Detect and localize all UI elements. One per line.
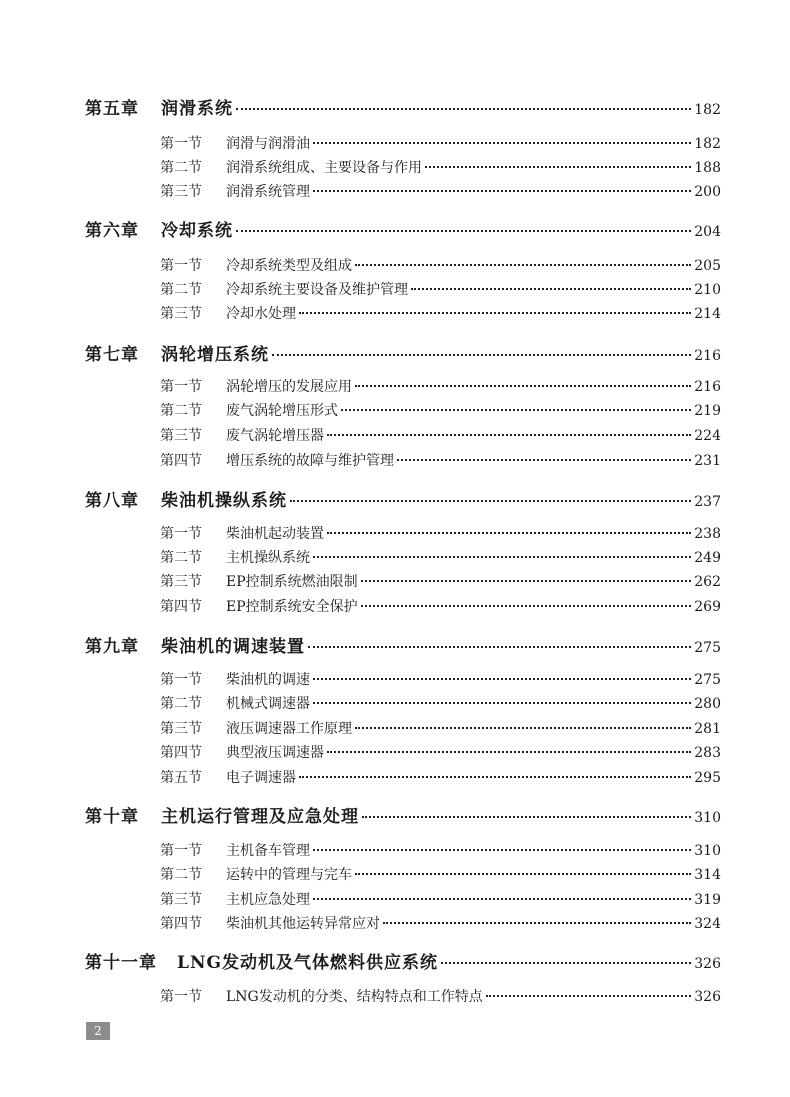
- section-number: 第三节: [160, 184, 202, 200]
- dot-leader: [441, 962, 691, 964]
- section-number: 第二节: [160, 867, 202, 883]
- toc-chapter[interactable]: [85, 216, 721, 241]
- toc-section[interactable]: [160, 376, 721, 396]
- dot-leader: [361, 605, 692, 607]
- toc-chapter[interactable]: [85, 340, 721, 365]
- page-ref: 182: [694, 102, 721, 118]
- dot-leader: [313, 190, 691, 192]
- toc-section[interactable]: [160, 181, 721, 201]
- toc-section[interactable]: [160, 913, 721, 933]
- dot-leader: [290, 500, 691, 502]
- section-title: EP控制系统安全保护: [226, 599, 358, 615]
- section-number: 第一节: [160, 526, 202, 542]
- toc-section[interactable]: [160, 279, 721, 299]
- toc-section[interactable]: [160, 889, 721, 909]
- page-ref: 314: [694, 867, 721, 883]
- dot-leader: [355, 727, 691, 729]
- page-ref: 224: [694, 428, 721, 444]
- section-title: LNG发动机的分类、结构特点和工作特点: [226, 989, 483, 1005]
- section-title: 废气涡轮增压形式: [226, 403, 338, 419]
- section-number: 第二节: [160, 550, 202, 566]
- section-title: 柴油机起动装置: [226, 526, 324, 542]
- chapter-number: 第九章: [85, 637, 139, 657]
- page-ref: 310: [694, 810, 721, 826]
- section-number: 第五节: [160, 770, 202, 786]
- toc-section[interactable]: [160, 669, 721, 689]
- toc-section[interactable]: [160, 255, 721, 275]
- section-number: 第四节: [160, 453, 202, 469]
- section-number: 第三节: [160, 306, 202, 322]
- section-number: 第二节: [160, 403, 202, 419]
- dot-leader: [308, 646, 691, 648]
- toc-chapter[interactable]: [85, 948, 721, 973]
- page-ref: 280: [694, 696, 721, 712]
- dot-leader: [299, 776, 691, 778]
- page-ref: 275: [694, 640, 721, 656]
- dot-leader: [355, 385, 691, 387]
- page-ref: 216: [694, 348, 721, 364]
- section-number: 第四节: [160, 916, 202, 932]
- toc-chapter[interactable]: [85, 94, 721, 119]
- section-title: 主机操纵系统: [226, 550, 310, 566]
- chapter-number: 第六章: [85, 221, 139, 241]
- page-ref: 326: [694, 989, 721, 1005]
- page-ref: 283: [694, 745, 721, 761]
- page-ref: 210: [694, 282, 721, 298]
- dot-leader: [361, 580, 692, 582]
- section-number: 第二节: [160, 696, 202, 712]
- section-title: 柴油机的调速: [226, 672, 310, 688]
- toc-section[interactable]: [160, 571, 721, 591]
- toc-section[interactable]: [160, 718, 721, 738]
- toc-section[interactable]: [160, 157, 721, 177]
- section-number: 第三节: [160, 721, 202, 737]
- page-ref: 262: [694, 574, 721, 590]
- section-title: 液压调速器工作原理: [226, 721, 352, 737]
- page-ref: 319: [694, 892, 721, 908]
- section-number: 第三节: [160, 892, 202, 908]
- toc-section[interactable]: [160, 596, 721, 616]
- page-ref: 214: [694, 306, 721, 322]
- page-ref: 216: [694, 379, 721, 395]
- section-title: 冷却系统主要设备及维护管理: [226, 282, 408, 298]
- section-title: 润滑系统组成、主要设备与作用: [226, 160, 422, 176]
- section-number: 第二节: [160, 282, 202, 298]
- page-ref: 281: [694, 721, 721, 737]
- page-ref: 188: [694, 160, 721, 176]
- toc-section[interactable]: [160, 547, 721, 567]
- toc-chapter[interactable]: [85, 802, 721, 827]
- section-number: 第三节: [160, 574, 202, 590]
- page-ref: 275: [694, 672, 721, 688]
- toc-chapter[interactable]: [85, 486, 721, 511]
- toc-section[interactable]: [160, 767, 721, 787]
- section-number: 第一节: [160, 672, 202, 688]
- dot-leader: [313, 898, 691, 900]
- section-number: 第四节: [160, 745, 202, 761]
- page-ref: 204: [694, 224, 721, 240]
- section-number: 第一节: [160, 843, 202, 859]
- page-ref: 326: [694, 956, 721, 972]
- dot-leader: [327, 434, 691, 436]
- dot-leader: [313, 678, 691, 680]
- section-title: 柴油机其他运转异常应对: [226, 916, 380, 932]
- toc-section[interactable]: [160, 303, 721, 323]
- page-ref: 238: [694, 526, 721, 542]
- section-title: 典型液压调速器: [226, 745, 324, 761]
- dot-leader: [355, 264, 691, 266]
- section-title: 主机备车管理: [226, 843, 310, 859]
- chapter-title: 主机运行管理及应急处理: [161, 807, 359, 827]
- page-number-badge: 2: [86, 1022, 110, 1040]
- chapter-number: 第十章: [85, 807, 139, 827]
- toc-section[interactable]: [160, 523, 721, 543]
- toc-section[interactable]: [160, 742, 721, 762]
- section-number: 第一节: [160, 989, 202, 1005]
- section-number: 第二节: [160, 160, 202, 176]
- section-number: 第一节: [160, 136, 202, 152]
- section-number: 第一节: [160, 379, 202, 395]
- section-title: 涡轮增压的发展应用: [226, 379, 352, 395]
- section-title: EP控制系统燃油限制: [226, 574, 358, 590]
- page-ref: 249: [694, 550, 721, 566]
- chapter-title: 柴油机操纵系统: [161, 491, 287, 511]
- dot-leader: [313, 702, 691, 704]
- toc-section[interactable]: [160, 840, 721, 860]
- dot-leader: [327, 751, 691, 753]
- dot-leader: [313, 142, 691, 144]
- chapter-title: 润滑系统: [161, 99, 233, 119]
- chapter-number: 第八章: [85, 491, 139, 511]
- section-title: 机械式调速器: [226, 696, 310, 712]
- toc-section[interactable]: [160, 986, 721, 1006]
- section-title: 冷却水处理: [226, 306, 296, 322]
- section-number: 第四节: [160, 599, 202, 615]
- page-ref: 231: [694, 453, 721, 469]
- chapter-number: 第十一章: [85, 953, 157, 973]
- dot-leader: [236, 230, 691, 232]
- dot-leader: [299, 312, 691, 314]
- page-ref: 310: [694, 843, 721, 859]
- toc-chapter[interactable]: [85, 632, 721, 657]
- chapter-title: 涡轮增压系统: [161, 345, 269, 365]
- section-title: 运转中的管理与完车: [226, 867, 352, 883]
- page-ref: 237: [694, 494, 721, 510]
- dot-leader: [313, 849, 691, 851]
- section-title: 增压系统的故障与维护管理: [226, 453, 394, 469]
- dot-leader: [425, 166, 691, 168]
- dot-leader: [355, 873, 691, 875]
- dot-leader: [397, 459, 691, 461]
- dot-leader: [383, 922, 691, 924]
- section-title: 冷却系统类型及组成: [226, 258, 352, 274]
- dot-leader: [313, 556, 691, 558]
- chapter-number: 第七章: [85, 345, 139, 365]
- chapter-number: 第五章: [85, 99, 139, 119]
- dot-leader: [411, 288, 691, 290]
- chapter-title: LNG发动机及气体燃料供应系统: [177, 953, 439, 973]
- toc-section[interactable]: [160, 425, 721, 445]
- page-ref: 295: [694, 770, 721, 786]
- chapter-title: 冷却系统: [161, 221, 233, 241]
- section-title: 电子调速器: [226, 770, 296, 786]
- toc-section[interactable]: [160, 864, 721, 884]
- dot-leader: [341, 409, 691, 411]
- page-ref: 200: [694, 184, 721, 200]
- dot-leader: [272, 354, 691, 356]
- dot-leader: [236, 108, 691, 110]
- page-ref: 182: [694, 136, 721, 152]
- page-ref: 269: [694, 599, 721, 615]
- chapter-title: 柴油机的调速装置: [161, 637, 305, 657]
- section-title: 润滑与润滑油: [226, 136, 310, 152]
- page-ref: 219: [694, 403, 721, 419]
- dot-leader: [486, 995, 692, 997]
- dot-leader: [327, 532, 691, 534]
- page-ref: 324: [694, 916, 721, 932]
- section-number: 第一节: [160, 258, 202, 274]
- dot-leader: [362, 816, 691, 818]
- section-title: 主机应急处理: [226, 892, 310, 908]
- section-number: 第三节: [160, 428, 202, 444]
- toc-section[interactable]: [160, 133, 721, 153]
- toc-section[interactable]: [160, 400, 721, 420]
- toc-section[interactable]: [160, 450, 721, 470]
- section-title: 废气涡轮增压器: [226, 428, 324, 444]
- toc-section[interactable]: [160, 693, 721, 713]
- page-ref: 205: [694, 258, 721, 274]
- section-title: 润滑系统管理: [226, 184, 310, 200]
